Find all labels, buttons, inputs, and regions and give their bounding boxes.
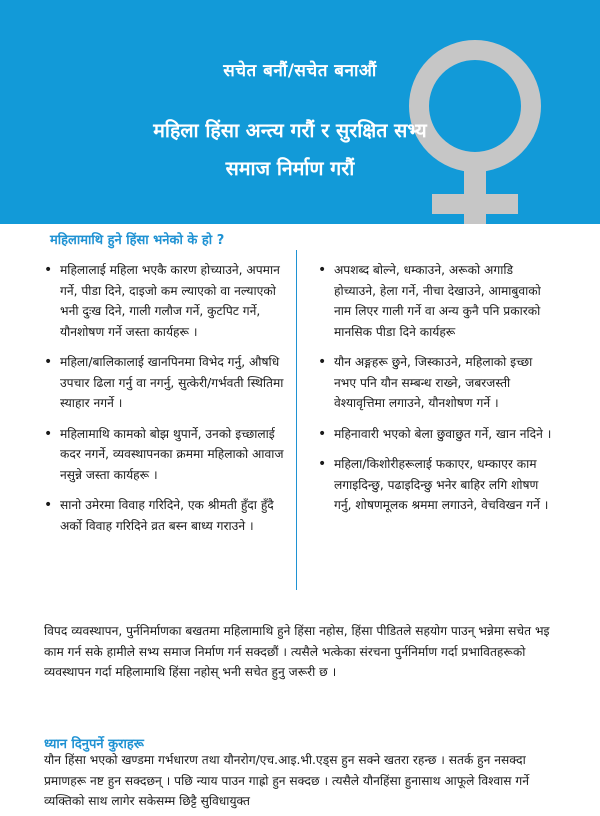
page-title bbox=[40, 112, 540, 188]
list-item: • महिला/किशोरीहरूलाई फकाएर, धम्काएर काम लगाइदिन्छु, पढाइदिन्छु भनेर बाहिर लगि शोषण गर्नु, शोषणमूलक श्रममा लगाउने, वेचविखन गर्ने । bbox=[318, 454, 558, 516]
attention-paragraph: यौन हिंसा भएको खण्डमा गर्भधारण तथा यौनरोग/एच.आइ.भी.एड्स हुन सक्ने खतरा रहन्छ । सतर्क हुन नसक्दा प्रमाणहरू नष्ट हुन सक्दछन् । पछि न्याय पाउन गाह्रो हुन सक्दछ । त्यसैले यौनहिंसा हुनासाथ आफूले विश्वास गर्ने व्यक्तिको साथ लागेर सकेसम्म छिट्टै सुविधायुक्त bbox=[44, 753, 530, 808]
list-item: • महिला/बालिकालाई खानपिनमा विभेद गर्नु, औषधि उपचार ढिला गर्नु वा नगर्नु, सुत्केरी/गर्भवती स्थितिमा स्याहार नगर्ने । bbox=[44, 352, 284, 414]
title-line-2: समाज निर्माण गरौं bbox=[225, 157, 355, 180]
title-line-1: महिला हिंसा अन्त्य गरौं र सुरक्षित सभ्य bbox=[153, 119, 427, 142]
column-divider bbox=[296, 250, 297, 590]
section-heading-question: महिलामाथि हुने हिंसा भनेको के हो ? bbox=[50, 233, 225, 248]
section-heading-attention: ध्यान दिनुपर्ने कुराहरू bbox=[44, 737, 144, 752]
list-item: • महिलामाथि कामको बोझ थुपार्ने, उनको इच्छालाई कदर नगर्ने, व्यवस्थापनका क्रममा महिलाको आवाज नसुन्ने जस्ता कार्यहरू । bbox=[44, 424, 284, 486]
list-item: • यौन अङ्गहरू छुने, जिस्काउने, महिलाको इच्छा नभए पनि यौन सम्बन्ध राख्ने, जबरजस्ती वेश्यावृत्तिमा लगाउने, यौनशोषण गर्ने । bbox=[318, 352, 558, 414]
tagline: सचेत बनौं/सचेत बनाऔं bbox=[223, 61, 377, 81]
list-item: • महिनावारी भएको बेला छुवाछुत गर्ने, खान नदिने । bbox=[318, 424, 558, 445]
list-item: • अपशब्द बोल्ने, धम्काउने, अरूको अगाडि होच्याउने, हेला गर्ने, नीचा देखाउने, आमाबुवाको नाम लिएर गाली गर्ने वा अन्य कुनै पनि प्रकारको मानसिक पीडा दिने कार्यहरू bbox=[318, 260, 558, 342]
header-banner bbox=[0, 0, 600, 224]
left-column-list bbox=[44, 260, 284, 546]
list-item: • महिलालाई महिला भएकै कारण होच्याउने, अपमान गर्ने, पीडा दिने, दाइजो कम ल्याएको वा नल्याएको भनी दुःख दिने, गाली गलौज गर्ने, कुटपिट गर्ने, यौनशोषण गर्ने जस्ता कार्यहरू । bbox=[44, 260, 284, 342]
right-column-list bbox=[318, 260, 558, 526]
list-item: • सानो उमेरमा विवाह गरिदिने, एक श्रीमती हुँदा हुँदै अर्को विवाह गरिदिने व्रत बस्न बाध्य गराउने । bbox=[44, 495, 284, 536]
body-paragraph: विपद व्यवस्थापन, पुर्ननिर्माणका बखतमा महिलामाथि हुने हिंसा नहोस, हिंसा पीडितले सहयोग पाउन् भन्नेमा सचेत भइ काम गर्न सके हामीले सभ्य समाज निर्माण गर्न सक्दछौं । त्यसैले भत्केका संरचना पुर्ननिर्माण गर्दा प्रभावितहरूको व्यवस्थापन गर्दा महिलामाथि हिंसा नहोस् भनी सचेत हुनु जरूरी छ । bbox=[44, 624, 550, 679]
